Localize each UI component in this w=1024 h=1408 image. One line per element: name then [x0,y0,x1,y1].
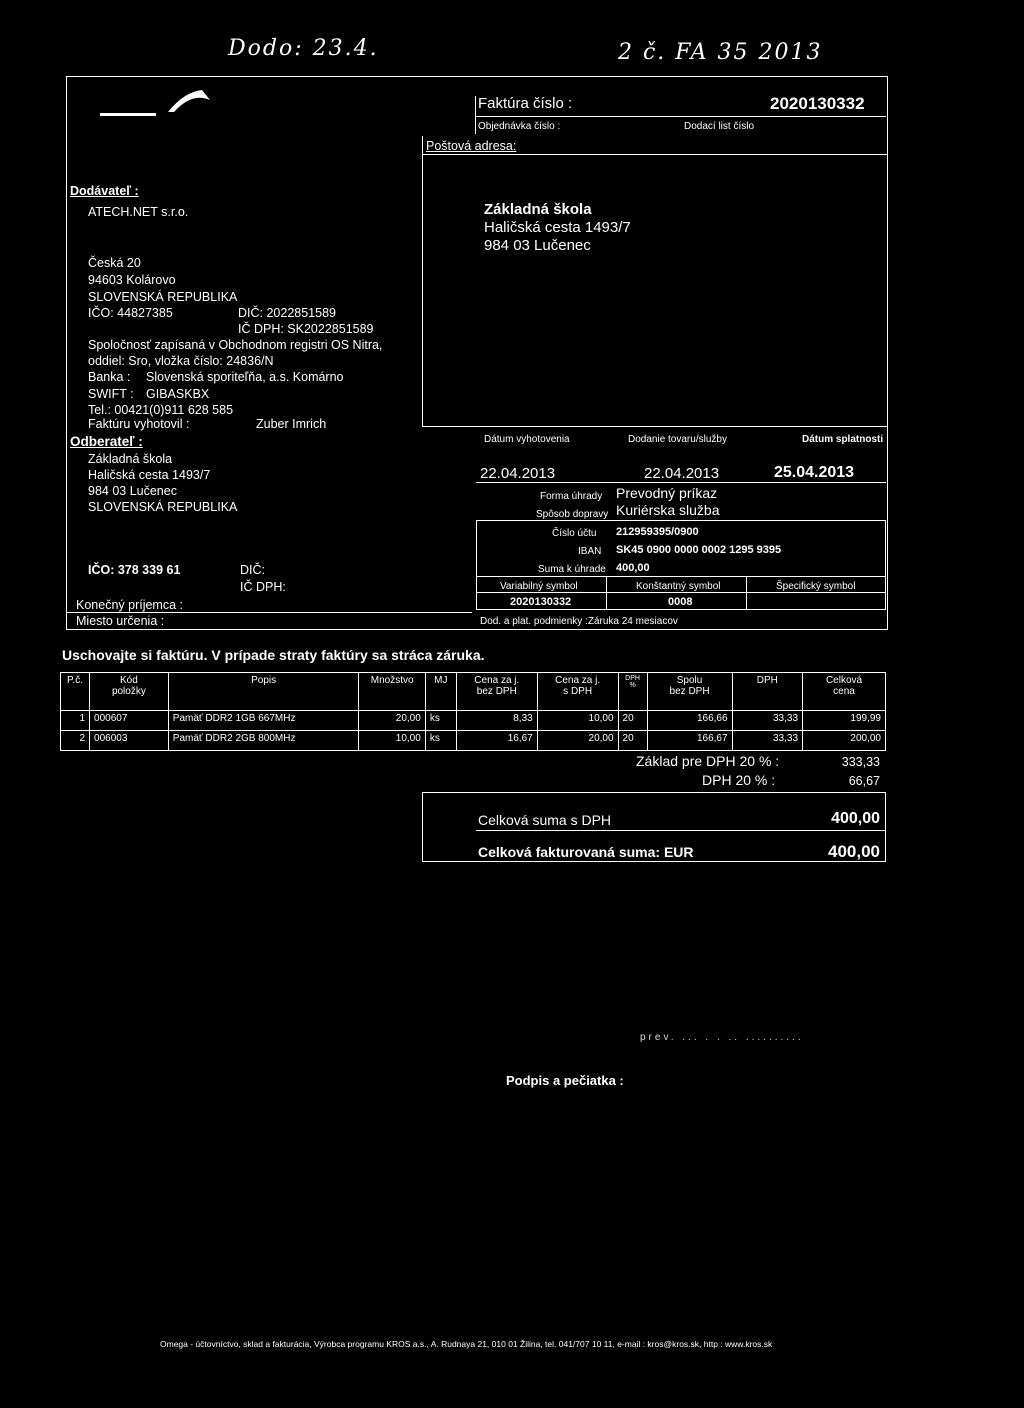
supplier-phone: Tel.: 00421(0)911 628 585 [88,403,234,417]
iban: SK45 0900 0000 0002 1295 9395 [616,544,782,556]
cell-code: 006003 [90,731,169,751]
cell-quantity: 20,00 [359,711,425,731]
postal-city: 984 03 Lučenec [484,237,591,254]
col-price-ex: Cena za j. bez DPH [456,673,537,711]
supplier-country: SLOVENSKÁ REPUBLIKA [88,290,238,304]
delivery-date: 22.04.2013 [644,465,720,482]
cell-description: Pamäť DDR2 2GB 800MHz [168,731,359,751]
cell-description: Pamäť DDR2 1GB 667MHz [168,711,359,731]
customer-city: 984 03 Lučenec [88,484,177,498]
cell-code: 000607 [90,711,169,731]
transport: Kuriérska služba [616,502,720,518]
cell-price-inc: 20,00 [537,731,618,751]
logo-dash [100,113,156,116]
cell-total-ex: 166,66 [647,711,732,731]
col-quantity: Množstvo [359,673,425,711]
invoice-number: 2020130332 [770,94,865,113]
cell-pc: 2 [61,731,90,751]
issued-by-name: Zuber Imrich [256,417,327,431]
dates-underline [476,482,886,483]
variable-symbol-label: Variabilný symbol [500,581,578,592]
due-date-label: Dátum splatnosti [802,434,884,445]
supplier-bank: Slovenská sporiteľňa, a.s. Komárno [146,370,344,384]
postal-bottom-border [422,426,888,427]
table-row [61,711,886,731]
col-price-inc: Cena za j. s DPH [537,673,618,711]
customer-label: Odberateľ : [70,434,143,449]
header-vertical-divider [475,96,476,134]
sum-to-pay-label: Suma k úhrade [538,564,606,575]
issued-by-label: Faktúru vyhotovil : [88,417,190,431]
items-table [60,672,886,751]
postal-street: Haličská cesta 1493/7 [484,219,631,236]
cell-unit: ks [425,731,456,751]
supplier-register-line-1: Spoločnosť zapísaná v Obchodnom registri OS Nitra, [88,338,383,352]
customer-street: Haličská cesta 1493/7 [88,468,211,482]
cell-pc: 1 [61,711,90,731]
order-number-label: Objednávka číslo : [478,121,561,132]
supplier-ico: IČO: 44827385 [88,306,173,320]
cell-quantity: 10,00 [359,731,425,751]
vat-base-value: 333,33 [841,755,880,769]
account-number: 212959395/0900 [616,526,699,538]
col-total: Celková cena [803,673,886,711]
col-pc: P.č. [61,673,90,711]
cell-price-ex: 8,33 [456,711,537,731]
payment-form: Prevodný príkaz [616,485,718,501]
supplier-label: Dodávateľ : [70,184,139,198]
cell-vat: 33,33 [732,731,802,751]
cell-vat-pct: 20 [618,711,647,731]
symbols-divider-1 [606,576,607,610]
constant-symbol: 0008 [668,596,693,608]
cell-total: 200,00 [803,731,886,751]
supplier-swift-label: SWIFT : [88,387,134,401]
supplier-register-line-2: oddiel: Sro, vložka číslo: 24836/N [88,354,274,368]
invoiced-total-value: 400,00 [828,842,880,861]
col-unit: MJ [425,673,456,711]
delivery-note-label: Dodací list číslo [684,121,755,132]
col-code: Kód položky [90,673,169,711]
table-header-row [61,673,886,711]
final-recipient-label: Konečný príjemca : [76,598,183,612]
total-sum-value: 400,00 [831,810,880,827]
customer-dic: DIČ: [240,563,265,577]
cell-vat-pct: 20 [618,731,647,751]
cell-price-inc: 10,00 [537,711,618,731]
specific-symbol-label: Špecifický symbol [776,581,856,592]
cell-total-ex: 166,67 [647,731,732,751]
due-date: 25.04.2013 [774,464,855,481]
transport-label: Spôsob dopravy [536,509,609,520]
total-sum-underline [476,830,886,831]
vat-amount-label: DPH 20 % : [702,772,776,788]
supplier-bank-label: Banka : [88,370,131,384]
delivery-date-label: Dodanie tovaru/služby [628,434,727,445]
table-row [61,731,886,751]
destination-label: Miesto určenia : [76,614,165,628]
invoiced-total-label: Celková fakturovaná suma: EUR [478,844,694,860]
handwritten-date-note: Dodo: 23.4. [228,36,379,61]
supplier-street: Česká 20 [88,256,141,270]
signature-label: Podpis a pečiatka : [506,1073,624,1088]
postal-address-label: Poštová adresa: [426,139,517,153]
col-vat: DPH [732,673,802,711]
variable-symbol: 2020130332 [510,596,572,608]
cell-unit: ks [425,711,456,731]
sum-to-pay: 400,00 [616,562,650,574]
account-label: Číslo účtu [552,528,597,539]
total-sum-label: Celková suma s DPH [478,812,612,828]
customer-name: Základná škola [88,452,173,466]
postal-name: Základná škola [484,201,592,218]
iban-label: IBAN [578,546,602,557]
supplier-city: 94603 Kolárovo [88,273,176,287]
logo-swoosh-icon [166,86,212,114]
supplier-ic-dph: IČ DPH: SK2022851589 [238,322,374,336]
col-description: Popis [168,673,359,711]
customer-divider [66,612,472,613]
cell-vat: 33,33 [732,711,802,731]
invoice-label: Faktúra číslo : [478,95,573,112]
payment-form-label: Forma úhrady [540,491,603,502]
handwritten-invoice-note: 2 č. FA 35 2013 [618,40,823,65]
issue-date: 22.04.2013 [480,465,556,482]
cell-price-ex: 16,67 [456,731,537,751]
postal-left-border [422,136,423,426]
vat-base-label: Základ pre DPH 20 % : [636,753,780,769]
customer-ico: IČO: 378 339 61 [88,563,181,577]
symbols-divider-2 [746,576,747,610]
symbols-mid-line [476,592,886,593]
stamp-remnant: prev. ... . . .. .......... [640,1032,804,1043]
supplier-name: ATECH.NET s.r.o. [88,205,189,219]
supplier-dic: DIČ: 2022851589 [238,306,336,320]
symbols-top-line [476,576,886,577]
header-divider [476,116,886,117]
supplier-swift: GIBASKBX [146,387,210,401]
postal-divider [422,154,888,155]
cell-total: 199,99 [803,711,886,731]
constant-symbol-label: Konštantný symbol [636,581,721,592]
delivery-conditions: Dod. a plat. podmienky :Záruka 24 mesiacov [480,616,678,627]
customer-ic-dph: IČ DPH: [240,580,286,594]
footer-text: Omega - účtovníctvo, sklad a fakturácia, Výrobca programu KROS a.s., A. Rudnaya 21, 010 01 Žilina, tel. 041/707 10 11, e-mail : kros@kros.sk, http : www.kros.sk [160,1339,773,1349]
issue-date-label: Dátum vyhotovenia [484,434,570,445]
vat-amount-value: 66,67 [848,774,880,788]
customer-country: SLOVENSKÁ REPUBLIKA [88,500,238,514]
col-total-ex: Spolu bez DPH [647,673,732,711]
warning-text: Uschovajte si faktúru. V prípade straty faktúry sa stráca záruka. [62,647,485,663]
col-vat-pct: DPH % [618,673,647,711]
